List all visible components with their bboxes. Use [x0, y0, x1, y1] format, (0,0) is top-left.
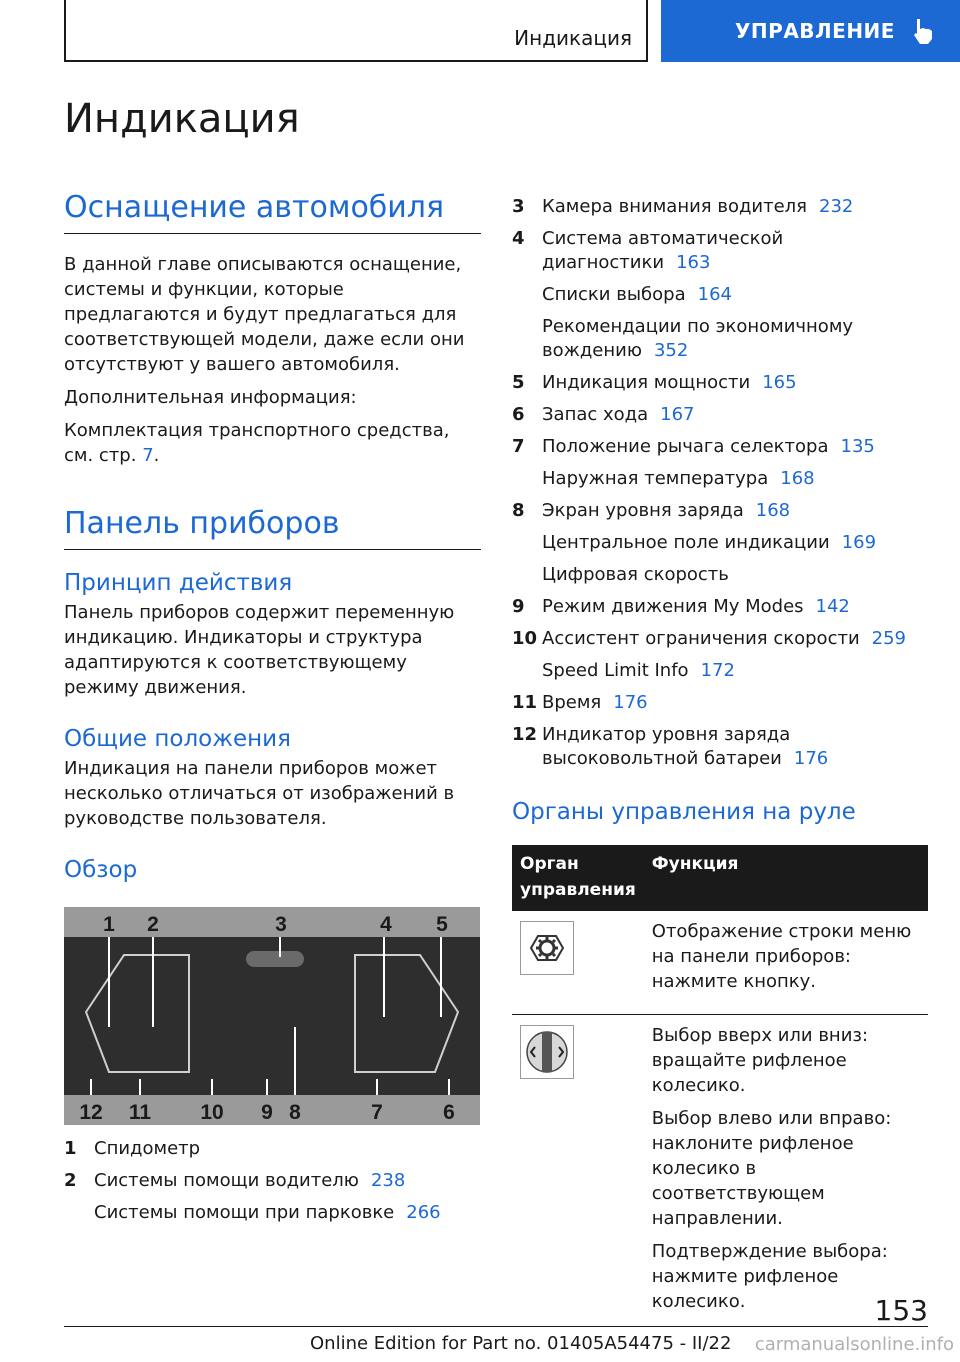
page-link[interactable]: 176 — [613, 692, 648, 713]
page-link[interactable]: 238 — [370, 1170, 406, 1191]
legend-number: 12 — [512, 724, 538, 745]
legend-number: 11 — [512, 692, 538, 713]
page-link[interactable]: 164 — [697, 284, 732, 305]
legend-number — [512, 659, 542, 683]
page-link[interactable]: 168 — [780, 468, 815, 489]
row2-text-1: Выбор вверх или вниз: вращайте рифленое колесико. — [651, 1025, 869, 1096]
legend-item — [512, 371, 928, 395]
row2-text-3: Подтверждение выбора: нажмите рифленое колесико. — [651, 1241, 888, 1312]
legend-text: Положение рычага селектора — [542, 436, 829, 457]
cluster-label-5: 5 — [436, 913, 448, 936]
hand-pointer-icon — [911, 17, 937, 45]
legend-number: 8 — [512, 500, 525, 521]
legend-number: 9 — [512, 596, 525, 617]
page-link[interactable]: 266 — [406, 1202, 441, 1223]
general-heading: Общие положения — [64, 726, 291, 752]
cluster-label-2: 2 — [147, 913, 159, 936]
legend-number — [512, 315, 542, 363]
col-header-control: Орган управления — [512, 845, 644, 911]
legend-number — [512, 563, 542, 587]
page-title: Индикация — [64, 96, 300, 142]
legend-item — [512, 723, 928, 771]
thumbwheel-icon — [520, 1025, 574, 1079]
legend-text: Наружная температура — [542, 468, 769, 489]
legend-text: Рекомендации по экономичному вождению — [542, 316, 854, 361]
legend-number: 5 — [512, 372, 525, 393]
legend-item — [512, 227, 928, 275]
gear-button-icon — [520, 921, 574, 975]
legend-number: 1 — [64, 1138, 77, 1159]
equipment-paragraph: В данной главе описываются оснащение, системы и функции, которые предлагаются и будут предлагаться для соответствующей модели, даже если они отсутствуют у вашего автомобиля. — [64, 254, 465, 375]
cluster-diagram — [64, 907, 480, 1125]
right-column — [512, 195, 928, 1327]
legend-item — [512, 659, 928, 683]
legend-text: Индикация мощности — [542, 372, 751, 393]
watermark: carmanualsonline.info — [754, 1334, 954, 1355]
legend-number — [512, 283, 542, 307]
legend-item — [512, 595, 928, 619]
page-link[interactable]: 172 — [700, 660, 735, 681]
left-column — [64, 190, 481, 1233]
legend-text: Режим движения My Modes — [542, 596, 804, 617]
section-banner — [661, 0, 960, 62]
legend-text: Цифровая скорость — [542, 564, 729, 585]
table-header-row — [512, 845, 928, 911]
legend-text: Время — [542, 692, 602, 713]
page-link-7[interactable]: 7 — [142, 445, 154, 466]
page-link[interactable]: 168 — [755, 500, 791, 521]
page-link[interactable]: 259 — [871, 628, 907, 649]
cluster-label-3: 3 — [275, 913, 287, 936]
legend-item — [512, 195, 928, 219]
legend-item — [512, 531, 928, 555]
legend-left — [64, 1137, 481, 1225]
legend-item — [512, 403, 928, 427]
legend-item — [512, 627, 928, 651]
cluster-label-4: 4 — [380, 913, 392, 936]
legend-number — [512, 467, 542, 491]
legend-item — [512, 315, 928, 363]
page-link[interactable]: 167 — [660, 404, 695, 425]
cluster-label-8: 8 — [289, 1101, 301, 1124]
legend-number: 2 — [64, 1170, 77, 1191]
legend-number: 6 — [512, 404, 525, 425]
page-link[interactable]: 352 — [653, 340, 689, 361]
cluster-label-1: 1 — [103, 913, 115, 936]
cluster-label-6: 6 — [443, 1101, 455, 1124]
legend-number: 3 — [512, 196, 525, 217]
page-link[interactable]: 163 — [676, 252, 711, 273]
general-text: Индикация на панели приборов может несколько отличаться от изображений в руководстве пользователя. — [64, 758, 455, 829]
equipment-reference — [64, 418, 481, 468]
cluster-label-7: 7 — [371, 1101, 383, 1124]
legend-right — [512, 195, 928, 771]
footer-edition: Online Edition for Part no. 01405A54475 - II/22 — [310, 1333, 732, 1354]
legend-text: Экран уровня заряда — [542, 500, 744, 521]
legend-number: 10 — [512, 628, 538, 649]
cluster-label-10: 10 — [200, 1101, 224, 1124]
legend-text: Ассистент ограничения скорости — [542, 628, 860, 649]
panel-heading: Панель приборов — [64, 506, 481, 550]
controls-table — [512, 845, 928, 1327]
legend-text: Speed Limit Info — [542, 660, 689, 681]
legend-number — [512, 531, 542, 555]
page-link[interactable]: 176 — [793, 748, 829, 769]
header-tab-label: Индикация — [514, 26, 632, 50]
page-link[interactable]: 142 — [815, 596, 850, 617]
principle-heading: Принцип действия — [64, 570, 293, 596]
legend-item — [64, 1137, 481, 1161]
reference-end: . — [153, 445, 160, 466]
legend-text: Система автоматической диагностики — [542, 228, 784, 273]
section-label: УПРАВЛЕНИЕ — [735, 19, 895, 43]
legend-number: 7 — [512, 436, 525, 457]
legend-number — [64, 1201, 94, 1225]
legend-text: Запас хода — [542, 404, 649, 425]
principle-text: Панель приборов содержит переменную индикацию. Индикаторы и структура адаптируются к соответствующему режиму движения. — [64, 602, 455, 698]
page-link[interactable]: 232 — [819, 196, 854, 217]
table-row — [512, 1015, 928, 1327]
equipment-heading: Оснащение автомобиля — [64, 190, 481, 234]
page-link[interactable]: 165 — [762, 372, 797, 393]
legend-text: Спидометр — [94, 1138, 201, 1159]
cluster-label-12: 12 — [79, 1101, 103, 1124]
legend-text: Камера внимания водителя — [542, 196, 807, 217]
legend-item — [512, 283, 928, 307]
row1-text: Отображение строки меню на панели приборов: нажмите кнопку. — [651, 921, 912, 992]
legend-text: Системы помощи при парковке — [94, 1202, 395, 1223]
page-number: 153 — [874, 1294, 928, 1327]
legend-item — [512, 467, 928, 491]
col-header-function: Функция — [644, 845, 928, 911]
page-link[interactable]: 169 — [841, 532, 877, 553]
legend-item — [512, 499, 928, 523]
table-row — [512, 911, 928, 1015]
legend-text: Списки выбора — [542, 284, 686, 305]
legend-item — [512, 435, 928, 459]
controls-heading: Органы управления на руле — [512, 799, 856, 825]
overview-heading: Обзор — [64, 857, 138, 883]
page-link[interactable]: 135 — [840, 436, 875, 457]
legend-text: Системы помощи водителю — [94, 1170, 359, 1191]
reference-text: Комплектация транспортного средства, см. стр. — [64, 420, 450, 466]
additional-info: Дополнительная информация: — [64, 387, 357, 408]
legend-item — [64, 1169, 481, 1193]
legend-text: Центральное поле индикации — [542, 532, 830, 553]
legend-number: 4 — [512, 228, 525, 249]
row2-text-2: Выбор влево или вправо: наклоните рифленое колесико в соответствующем направлении. — [651, 1108, 892, 1229]
legend-item — [64, 1201, 481, 1225]
legend-text: Индикатор уровня заряда высоковольтной батареи — [542, 724, 791, 769]
cluster-label-11: 11 — [128, 1101, 152, 1124]
legend-item — [512, 563, 928, 587]
header-tab — [64, 0, 648, 62]
legend-item — [512, 691, 928, 715]
instrument-cluster-image — [64, 907, 480, 1125]
cluster-label-9: 9 — [261, 1101, 273, 1124]
footer-divider — [64, 1326, 928, 1327]
